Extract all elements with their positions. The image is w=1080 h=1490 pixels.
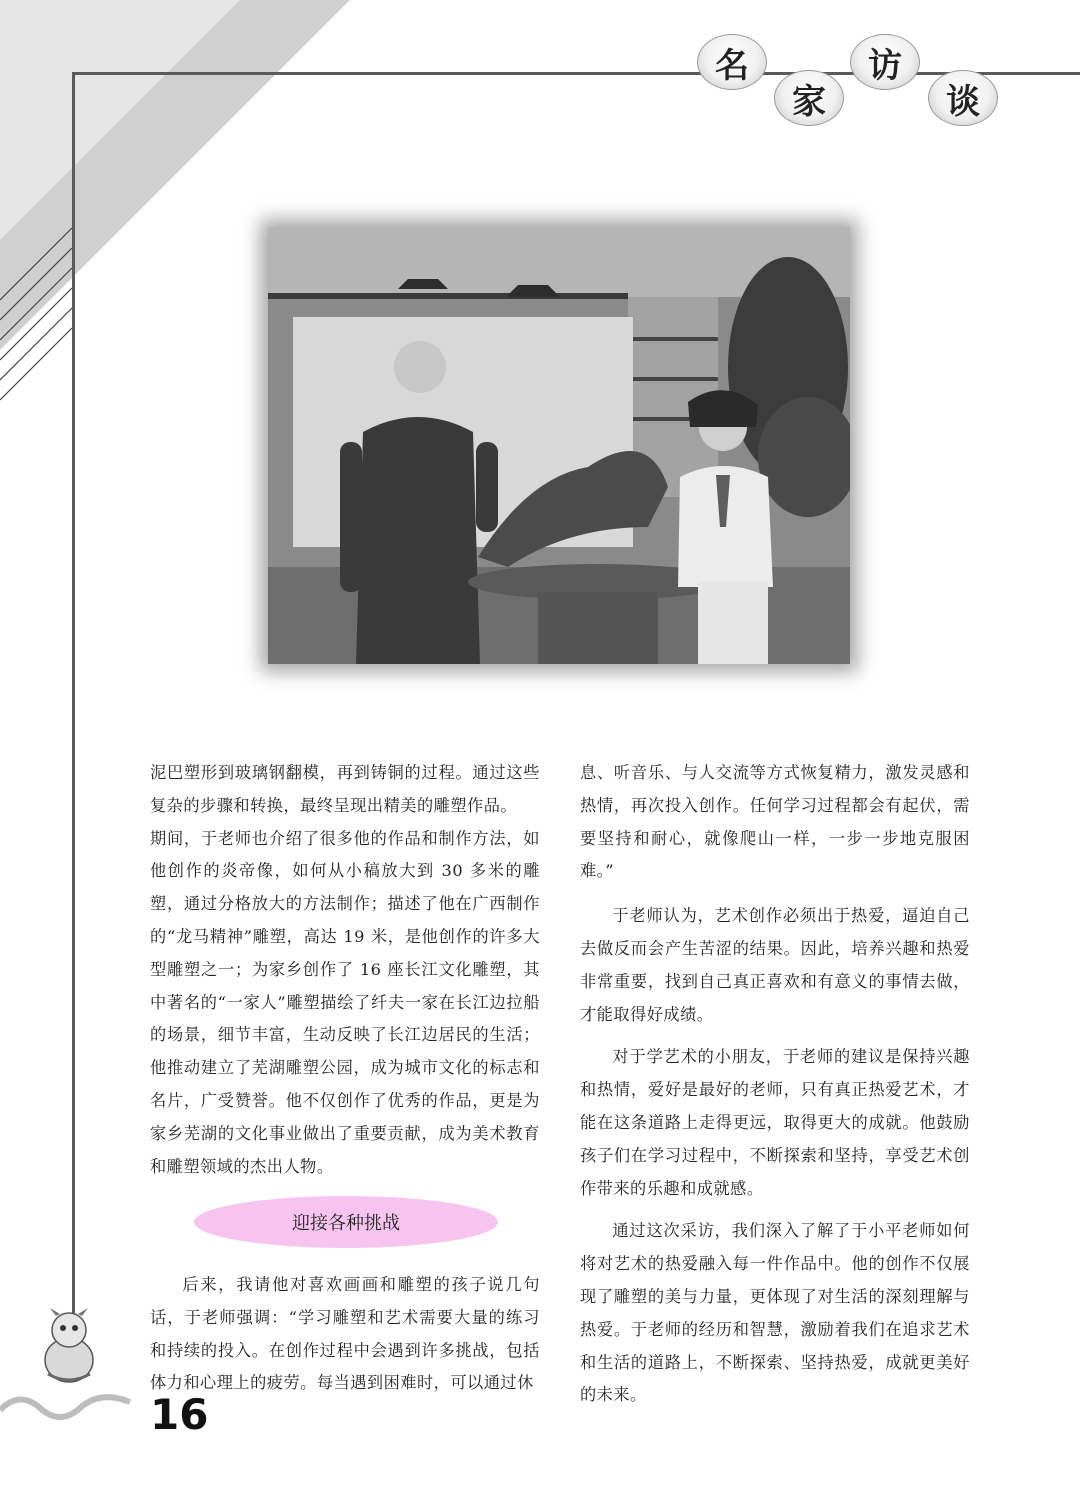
interview-photo [268, 227, 850, 664]
header-badge-3: 访 [850, 34, 920, 90]
dragon-mascot-icon [38, 1308, 100, 1386]
left-column-continued [150, 1269, 540, 1400]
left-frame-line [72, 72, 75, 1372]
paragraph: 对于学艺术的小朋友，于老师的建议是保持兴趣和热情，爱好是最好的老师，只有真正热爱艺术，才能在这条道路上走得更远，取得更大的成就。他鼓励孩子们在学习过程中，不断探索和坚持，享受艺术创作带来的乐趣和成就感。 [580, 1047, 970, 1198]
paragraph: 泥巴塑形到玻璃钢翻模，再到铸铜的过程。通过这些复杂的步骤和转换，最终呈现出精美的雕塑作品。 [150, 763, 540, 815]
left-column [150, 757, 540, 1183]
paragraph: 后来，我请他对喜欢画画和雕塑的孩子说几句话，于老师强调：“学习雕塑和艺术需要大量的练习和持续的投入。在创作过程中会遇到许多挑战，包括体力和心理上的疲劳。每当遇到困难时，可以通过休 [150, 1275, 540, 1393]
paragraph: 期间，于老师也介绍了很多他的作品和制作方法，如他创作的炎帝像，如何从小稿放大到 30 多米的雕塑，通过分格放大的方法制作；描述了他在广西制作的“龙马精神”雕塑，高达 19 米，是他创作的许多大型雕塑之一；为家乡创作了 16 座长江文化雕塑，其中著名的“一家人”雕塑描绘了纤夫一家在长江边拉船的场景，细节丰富，生动反映了长江边居民的生活；他推动建立了芜湖雕塑公园，成为城市文化的标志和名片，广受赞誉。他不仅创作了优秀的作品，更是为家乡芜湖的文化事业做出了重要贡献，成为美术教育和雕塑领域的杰出人物。 [150, 828, 540, 1176]
paragraph: 通过这次采访，我们深入了解了于小平老师如何将对艺术的热爱融入每一件作品中。他的创作不仅展现了雕塑的美与力量，更体现了对生活的深刻理解与热爱。于老师的经历和智慧，激励着我们在追求艺术和生活的道路上，不断探索、坚持热爱，成就更美好的未来。 [580, 1221, 970, 1405]
page-number: 16 [150, 1390, 209, 1439]
header-badge-4: 谈 [928, 70, 998, 126]
paragraph: 于老师认为，艺术创作必须出于热爱，逼迫自己去做反而会产生苦涩的结果。因此，培养兴趣和热爱非常重要，找到自己真正喜欢和有意义的事情去做，才能取得好成绩。 [580, 906, 970, 1024]
section-title: 迎接各种挑战 [194, 1196, 498, 1248]
wave-decoration [0, 1380, 150, 1440]
header-badge-2: 家 [774, 70, 844, 126]
header-badge-1: 名 [697, 34, 767, 90]
right-column [580, 757, 970, 1412]
paragraph: 息、听音乐、与人交流等方式恢复精力，激发灵感和热情，再次投入创作。任何学习过程都会有起伏，需要坚持和耐心，就像爬山一样，一步一步地克服困难。” [580, 763, 970, 881]
top-frame-line [72, 72, 1080, 75]
